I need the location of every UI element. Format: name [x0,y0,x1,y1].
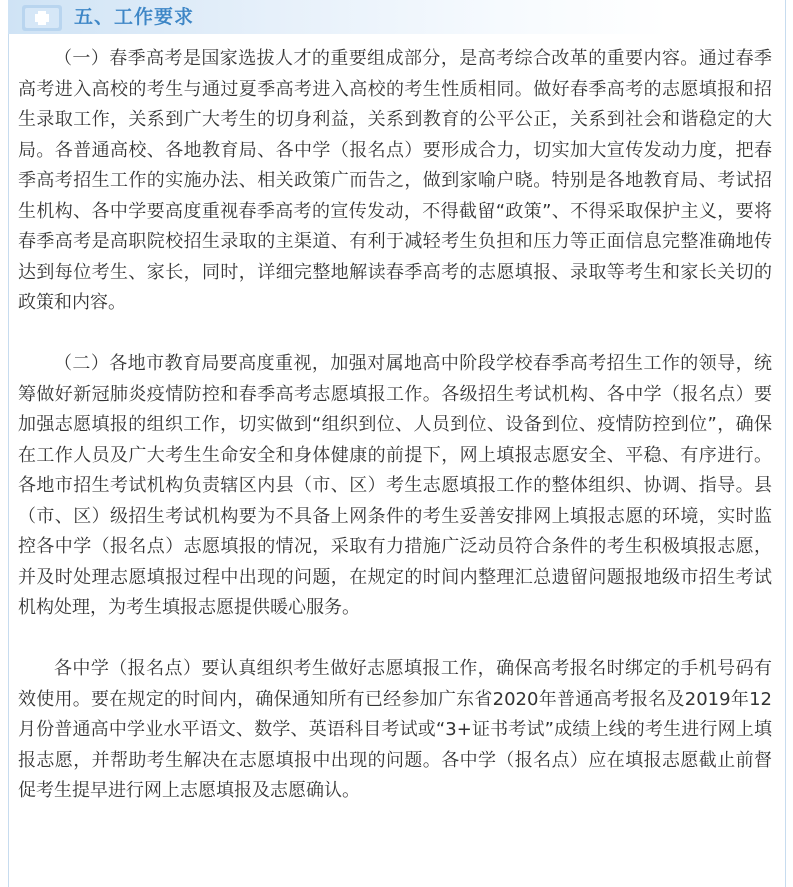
paragraph-2: （二）各地市教育局要高度重视，加强对属地高中阶段学校春季高考招生工作的领导，统筹做好新冠肺炎疫情防控和春季高考志愿填报工作。各级招生考试机构、各中学（报名点）要加强志愿填报的组织工作，切实做到“组织到位、人员到位、设备到位、疫情防控到位”，确保在工作人员及广大考生生命安全和身体健康的前提下，网上填报志愿安全、平稳、有序进行。各地市招生考试机构负责辖区内县（市、区）考生志愿填报工作的整体组织、协调、指导。县（市、区）级招生考试机构要为不具备上网条件的考生妥善安排网上填报志愿的环境，实时监控各中学（报名点）志愿填报的情况，采取有力措施广泛动员符合条件的考生积极填报志愿，并及时处理志愿填报过程中出现的问题，在规定的时间内整理汇总遗留问题报地级市招生考试机构处理，为考生填报志愿提供暖心服务。 [18,353,772,618]
paragraph-1: （一）春季高考是国家选拔人才的重要组成部分，是高考综合改革的重要内容。通过春季高考进入高校的考生与通过夏季高考进入高校的考生性质相同。做好春季高考的志愿填报和招生录取工作，关系到广大考生的切身利益，关系到教育的公平公正，关系到社会和谐稳定的大局。各普通高校、各地教育局、各中学（报名点）要形成合力，切实加大宣传发动力度，把春季高考招生工作的实施办法、相关政策广而告之，做到家喻户晓。特别是各地教育局、考试招生机构、各中学要高度重视春季高考的宣传发动，不得截留“政策”、不得采取保护主义，要将春季高考是高职院校招生录取的主渠道、有利于减轻考生负担和压力等正面信息完整准确地传达到每位考生、家长，同时，详细完整地解读春季高考的志愿填报、录取等考生和家长关切的政策和内容。 [18,48,772,313]
article-body [18,44,772,807]
paragraph-3: 各中学（报名点）要认真组织考生做好志愿填报工作，确保高考报名时绑定的手机号码有效使用。要在规定的时间内，确保通知所有已经参加广东省2020年普通高考报名及2019年12月份普通高中学业水平语文、数学、英语科目考试或“3+证书考试”成绩上线的考生进行网上填报志愿，并帮助考生解决在志愿填报中出现的问题。各中学（报名点）应在填报志愿截止前督促考生提早进行网上志愿填报及志愿确认。 [18,658,772,801]
section-header [8,0,668,34]
section-title: 五、工作要求 [74,6,195,28]
medical-cross-icon [22,5,62,31]
